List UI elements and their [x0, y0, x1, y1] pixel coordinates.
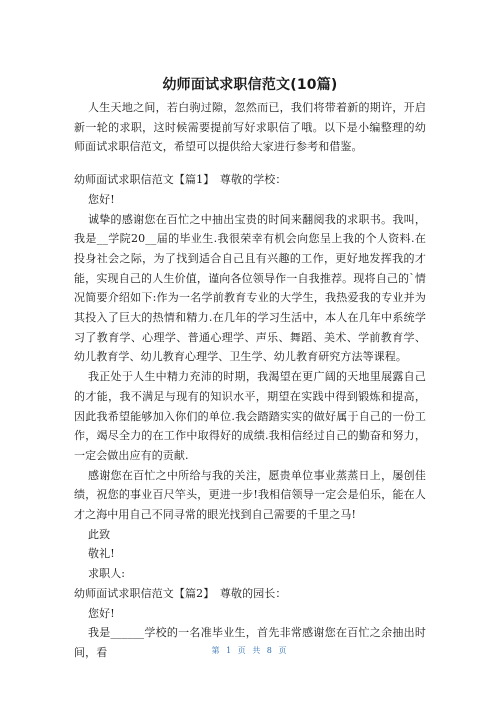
letter1-closing-1: 此致	[88, 527, 111, 541]
letter2-heading: 幼师面试求职信范文【篇2】 尊敬的园长：	[74, 586, 287, 600]
letter1-paragraph-3: 感谢您在百忙之中所给与我的关注，愿贵单位事业蒸蒸日上，屡创佳绩，祝您的事业百尺竿头，更进一步!我相信领导一定会是伯乐，能在人才之海中用自己不同寻常的眼光找到自己需要的千里之马!	[74, 468, 426, 522]
document-title: 幼师面试求职信范文(10篇)	[162, 77, 338, 93]
letter1-paragraph-1: 诚挚的感谢您在百忙之中抽出宝贵的时间来翻阅我的求职书。我叫，我是__学院20__届的毕业生.我很荣幸有机会向您呈上我的个人资料.在投身社会之际，为了找到适合自己且有兴趣的工作，更好地发挥我的才能，实现自己的人生价值，谨向各位领导作一自我推荐。现将自己的`情况简要介绍如下:作为一名学前教育专业的大学生，我热爱我的专业并为其投入了巨大的热情和精力.在几年的学习生活中，本人在几年中系统学习了教育学、心理学、普通心理学、声乐、舞蹈、美术、学前教育学、幼儿教育学、幼儿教育心理学、卫生学、幼儿教育研究方法等课程。	[74, 212, 426, 364]
letter2-paragraph-1: 我是______学校的一名准毕业生，首先非常感谢您在百忙之余抽出时间，看	[74, 626, 426, 659]
letter1-closing-2: 敬礼!	[88, 547, 115, 561]
paragraph-gap	[74, 157, 426, 170]
letter1-heading: 幼师面试求职信范文【篇1】 尊敬的学校：	[74, 173, 287, 187]
letter1-signature: 求职人:	[88, 567, 126, 581]
document-body	[74, 98, 426, 663]
intro-paragraph: 人生天地之间，若白驹过隙，忽然而已，我们将带着新的期许，开启新一轮的求职，这时候需要提前写好求职信了哦。以下是小编整理的幼师面试求职信范文，希望可以提供给大家进行参考和借鉴。	[74, 101, 426, 154]
letter1-greeting: 您好!	[88, 192, 115, 206]
letter1-paragraph-2: 我正处于人生中精力充沛的时期，我渴望在更广阔的天地里展露自己的才能，我不满足与现有的知识水平，期望在实践中得到锻炼和提高，因此我希望能够加入你们的单位.我会踏踏实实的做好属于自己的一份工作，竭尽全力的在工作中取得好的成绩.我相信经过自己的勤奋和努力，一定会做出应有的贡献.	[74, 370, 426, 462]
letter2-greeting: 您好!	[88, 606, 115, 620]
page-number-footer: 第 1 页 共 8 页	[211, 646, 289, 655]
